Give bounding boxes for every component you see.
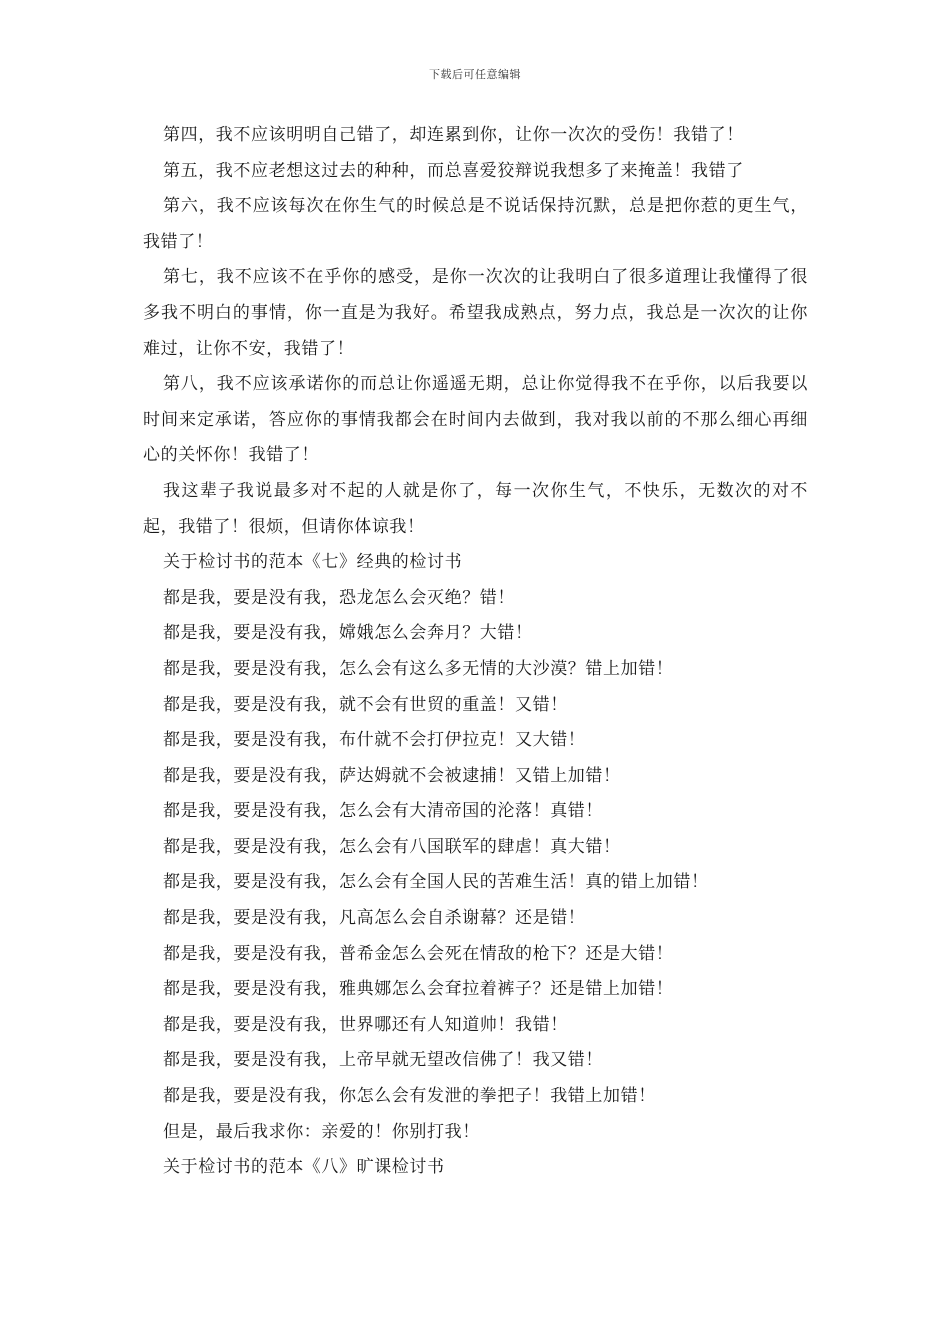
list-item: 都是我，要是没有我，你怎么会有发泄的拳把子！我错上加错！ <box>163 1086 656 1107</box>
list-item: 都是我，要是没有我，普希金怎么会死在情敌的枪下？还是大错！ <box>163 943 674 964</box>
list-item: 都是我，要是没有我，恐龙怎么会灭绝？错！ <box>163 587 515 608</box>
document-body <box>143 118 808 1186</box>
paragraph-6: 第六，我不应该每次在你生气的时候总是不说话保持沉默，总是把你惹的更生气，我错了！ <box>143 196 808 252</box>
list-item: 都是我，要是没有我，世界哪还有人知道帅！我错！ <box>163 1014 568 1035</box>
paragraph-closing: 我这辈子我说最多对不起的人就是你了，每一次你生气，不快乐，无数次的对不起，我错了！很烦，但请你体谅我！ <box>143 480 808 537</box>
paragraph-8: 第八，我不应该承诺你的而总让你遥遥无期，总让你觉得我不在乎你，以后我要以时间来定承诺，答应你的事情我都会在时间内去做到，我对我以前的不那么细心再细心的关怀你！我错了！ <box>143 374 808 466</box>
page-header-note: 下载后可任意编辑 <box>429 68 521 81</box>
list-item: 都是我，要是没有我，雅典娜怎么会耷拉着裤子？还是错上加错！ <box>163 979 674 1000</box>
paragraph-7: 第七，我不应该不在乎你的感受，是你一次次的让我明白了很多道理让我懂得了很多我不明白的事情，你一直是为我好。希望我成熟点，努力点，我总是一次次的让你难过，让你不安，我错了！ <box>143 267 808 359</box>
list-item: 都是我，要是没有我，怎么会有大清帝国的沦落！真错！ <box>163 801 603 822</box>
section-heading-7: 关于检讨书的范本《七》经典的检讨书 <box>163 552 463 573</box>
list-item: 都是我，要是没有我，凡高怎么会自杀谢幕？还是错！ <box>163 908 586 929</box>
paragraph-5: 第五，我不应老想这过去的种种，而总喜爱狡辩说我想多了来掩盖！我错了 <box>163 160 744 181</box>
list-item: 都是我，要是没有我，萨达姆就不会被逮捕！又错上加错！ <box>163 765 621 786</box>
section-heading-8: 关于检讨书的范本《八》旷课检讨书 <box>163 1157 445 1178</box>
list-item: 都是我，要是没有我，就不会有世贸的重盖！又错！ <box>163 694 568 715</box>
paragraph-4: 第四，我不应该明明自己错了，却连累到你，让你一次次的受伤！我错了！ <box>163 125 744 145</box>
list-item: 都是我，要是没有我，怎么会有八国联军的肆虐！真大错！ <box>163 836 621 857</box>
list-item: 都是我，要是没有我，嫦娥怎么会奔月？大错！ <box>163 623 533 644</box>
closing-line: 但是，最后我求你：亲爱的！你别打我！ <box>163 1121 480 1142</box>
list-item: 都是我，要是没有我，上帝早就无望改信佛了！我又错！ <box>163 1050 603 1071</box>
list-item: 都是我，要是没有我，布什就不会打伊拉克！又大错！ <box>163 730 586 751</box>
list-item: 都是我，要是没有我，怎么会有全国人民的苦难生活！真的错上加错！ <box>163 872 709 893</box>
list-item: 都是我，要是没有我，怎么会有这么多无情的大沙漠？错上加错！ <box>163 658 674 679</box>
